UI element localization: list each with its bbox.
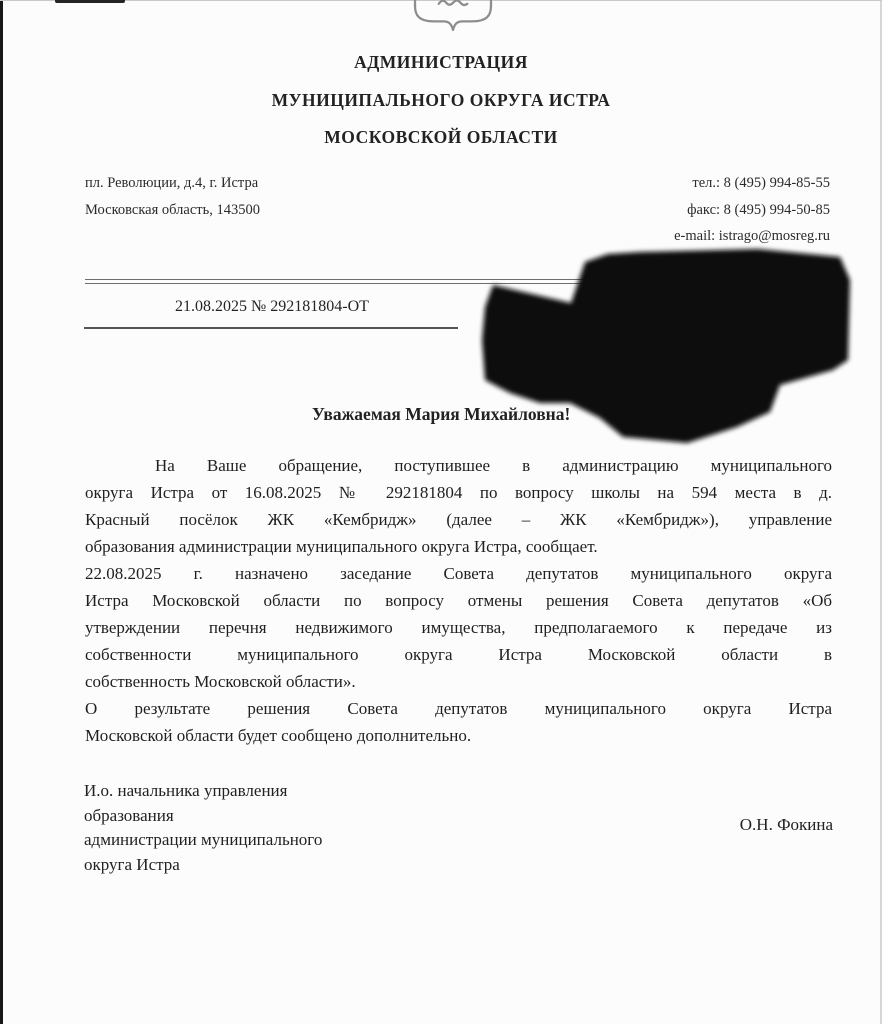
signer-title-line: И.о. начальника управления: [84, 781, 288, 800]
scan-edge-left: [0, 0, 3, 1024]
address-line: пл. Революции, д.4, г. Истра: [85, 175, 259, 191]
signer-title-line: округа Истра: [84, 854, 180, 874]
fax-line: факс: 8 (495) 994-50-85: [687, 201, 830, 218]
coat-of-arms-icon: [403, 0, 503, 38]
address-line: Московская область, 143500: [85, 202, 260, 218]
signer-title-line: администрации муниципального: [84, 830, 323, 850]
body-paragraph: [85, 452, 832, 560]
phone-line: тел.: 8 (495) 994-85-55: [692, 175, 830, 191]
signer-title-line: образования: [84, 805, 174, 825]
body-line: округа Истра от 16.08.2025 № 292181804 по вопросу школы на 594 места в д.: [85, 483, 832, 502]
signature-block: [84, 779, 833, 889]
body-line: образования администрации муниципального округа Истра, сообщает.: [85, 537, 598, 556]
reference-date-number: 21.08.2025 № 292181804-ОТ: [175, 298, 369, 315]
body-paragraph: [85, 695, 832, 749]
body-line: О результате решения Совета депутатов муниципального округа Истра: [85, 699, 832, 718]
body-line: Московской области будет сообщено дополнительно.: [85, 726, 472, 745]
email-line: e-mail: istrago@mosreg.ru: [674, 228, 830, 244]
body-line: На Ваше обращение, поступившее в администрацию муниципального: [155, 456, 832, 475]
org-address: [85, 170, 415, 224]
body-line: Истра Московской области по вопросу отмены решения Совета депутатов «Об: [85, 591, 832, 610]
body-line: утверждении перечня недвижимого имущества, предполагаемого к передаче из: [85, 618, 832, 637]
signer-name: О.Н. Фокина: [739, 815, 833, 834]
body-line: собственности муниципального округа Истра Московской области в: [85, 645, 832, 664]
redaction-blob: [458, 228, 870, 450]
body-line: Красный посёлок ЖК «Кембридж» (далее – ЖК «Кембридж»), управление: [85, 510, 832, 529]
body-line: 22.08.2025 г. назначено заседание Совета депутатов муниципального округа: [85, 564, 832, 583]
body-line: собственность Московской области».: [85, 672, 356, 691]
body-paragraph: [85, 560, 832, 695]
org-name-block: [60, 44, 822, 157]
org-name-line: МУНИЦИПАЛЬНОГО ОКРУГА ИСТРА: [271, 89, 611, 110]
org-name-line: МОСКОВСКОЙ ОБЛАСТИ: [324, 127, 558, 147]
letter-body: [85, 452, 832, 749]
reference-underline: [84, 327, 458, 329]
org-name-line: АДМИНИСТРАЦИЯ: [354, 52, 528, 72]
scan-smudge: [55, 0, 125, 3]
salutation: Уважаемая Мария Михайловна!: [312, 404, 571, 424]
